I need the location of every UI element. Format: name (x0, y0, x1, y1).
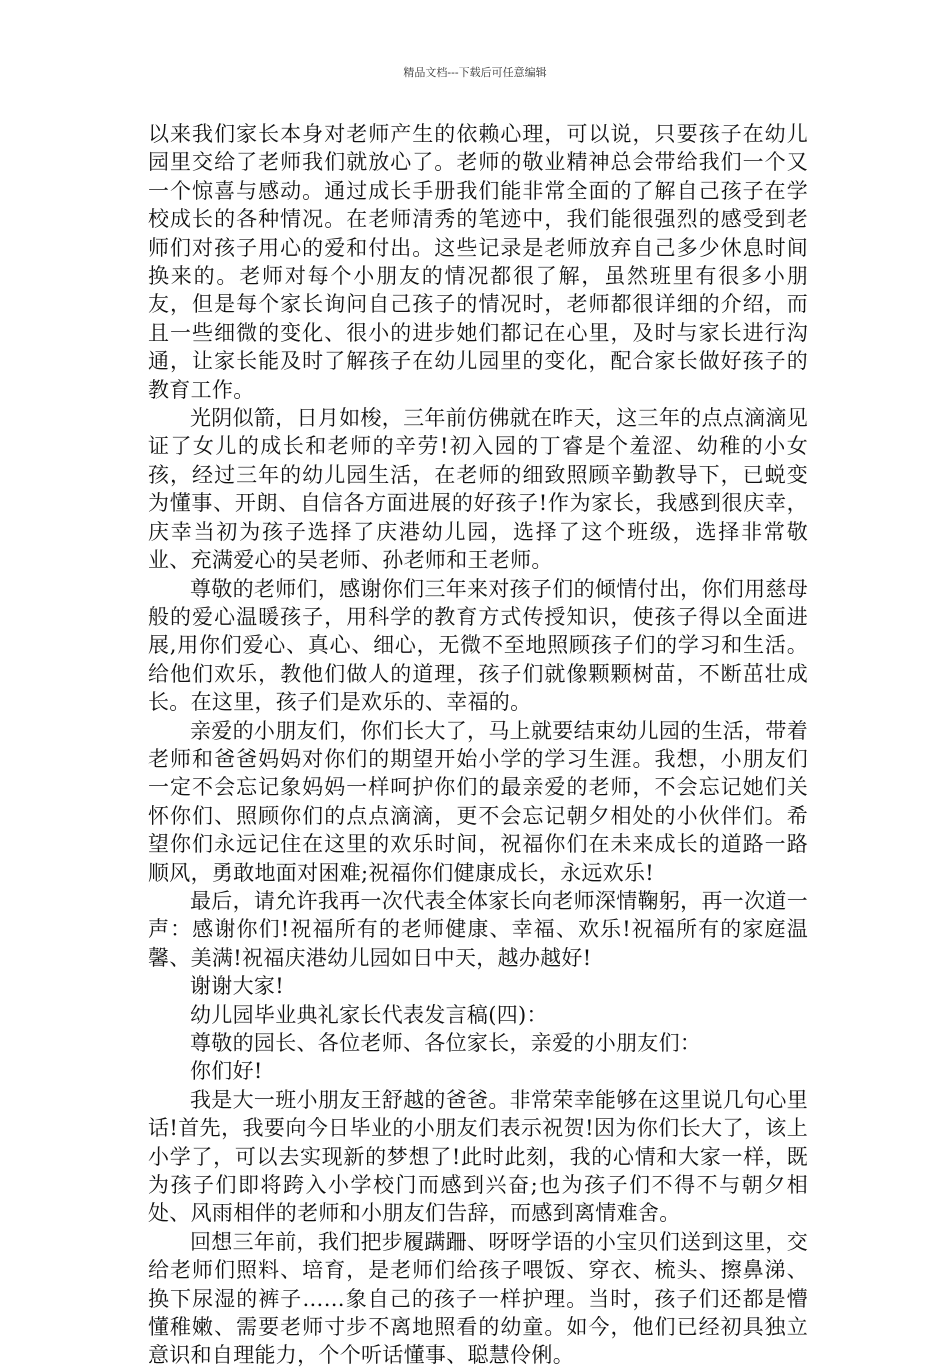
paragraph-finally: 最后，请允许我再一次代表全体家长向老师深情鞠躬，再一次道一声：感谢你们!祝福所有的老师健康、幸福、欢乐!祝福所有的家庭温馨、美满!祝福庆港幼儿园如日中天，越办越好! (148, 888, 808, 970)
paragraph-time-flies: 光阴似箭，日月如梭，三年前仿佛就在昨天，这三年的点点滴滴见证了女儿的成长和老师的辛劳!初入园的丁睿是个羞涩、幼稚的小女孩，经过三年的幼儿园生活，在老师的细致照顾辛勤教导下，已蜕变为懂事、开朗、自信各方面进展的好孩子!作为家长，我感到很庆幸，庆幸当初为孩子选择了庆港幼儿园，选择了这个班级，选择非常敬业、充满爱心的吴老师、孙老师和王老师。 (148, 406, 808, 573)
paragraph-salutation: 尊敬的园长、各位老师、各位家长，亲爱的小朋友们： (190, 1031, 702, 1055)
page-header: 精品文档---下载后可任意编辑 (403, 66, 547, 79)
paragraph-dear-children: 亲爱的小朋友们，你们长大了，马上就要结束幼儿园的生活，带着老师和爸爸妈妈对你们的期望开始小学的学习生涯。我想，小朋友们一定不会忘记象妈妈一样呵护你们的最亲爱的老师，不会忘记她们关怀你们、照顾你们的点点滴滴，更不会忘记朝夕相处的小伙伴们。希望你们永远记住在这里的欢乐时间，祝福你们在未来成长的道路一路顺风，勇敢地面对困难;祝福你们健康成长，永远欢乐! (148, 718, 808, 885)
paragraph-introduction: 我是大一班小朋友王舒越的爸爸。非常荣幸能够在这里说几句心里话!首先，我要向今日毕业的小朋友们表示祝贺!因为你们长大了，该上小学了，可以去实现新的梦想了!此时此刻，我的心情和大家一样，既为孩子们即将跨入小学校门而感到兴奋;也为孩子们不得不与朝夕相处、风雨相伴的老师和小朋友们告辞，而感到离情难舍。 (148, 1087, 808, 1226)
document-body (148, 120, 808, 1370)
paragraph-recollection: 回想三年前，我们把步履蹒跚、呀呀学语的小宝贝们送到这里，交给老师们照料、培育，是老师们给孩子喂饭、穿衣、梳头、擦鼻涕、换下尿湿的裤子……象自己的孩子一样护理。当时，孩子们还都是懵懂稚嫩、需要老师寸步不离地照看的幼童。如今，他们已经初具独立意识和自理能力，个个听话懂事、聪慧伶俐。 (148, 1229, 808, 1368)
section-title: 幼儿园毕业典礼家长代表发言稿(四)： (190, 1002, 548, 1027)
paragraph-respected-teachers: 尊敬的老师们，感谢你们三年来对孩子们的倾情付出，你们用慈母般的爱心温暖孩子，用科学的教育方式传授知识，使孩子得以全面进展,用你们爱心、真心、细心，无微不至地照顾孩子们的学习和生活。给他们欢乐，教他们做人的道理，孩子们就像颗颗树苗，不断茁壮成长。在这里，孩子们是欢乐的、幸福的。 (148, 576, 808, 715)
paragraph-thanks: 谢谢大家! (190, 974, 284, 999)
paragraph-continuation: 以来我们家长本身对老师产生的依赖心理，可以说，只要孩子在幼儿园里交给了老师我们就放心了。老师的敬业精神总会带给我们一个又一个惊喜与感动。通过成长手册我们能非常全面的了解自己孩子在学校成长的各种情况。在老师清秀的笔迹中，我们能很强烈的感受到老师们对孩子用心的爱和付出。这些记录是老师放弃自己多少休息时间换来的。老师对每个小朋友的情况都很了解，虽然班里有很多小朋友，但是每个家长询问自己孩子的情况时，老师都很详细的介绍，而且一些细微的变化、很小的进步她们都记在心里，及时与家长进行沟通，让家长能及时了解孩子在幼儿园里的变化，配合家长做好孩子的教育工作。 (148, 122, 808, 402)
paragraph-greeting: 你们好! (190, 1059, 263, 1084)
